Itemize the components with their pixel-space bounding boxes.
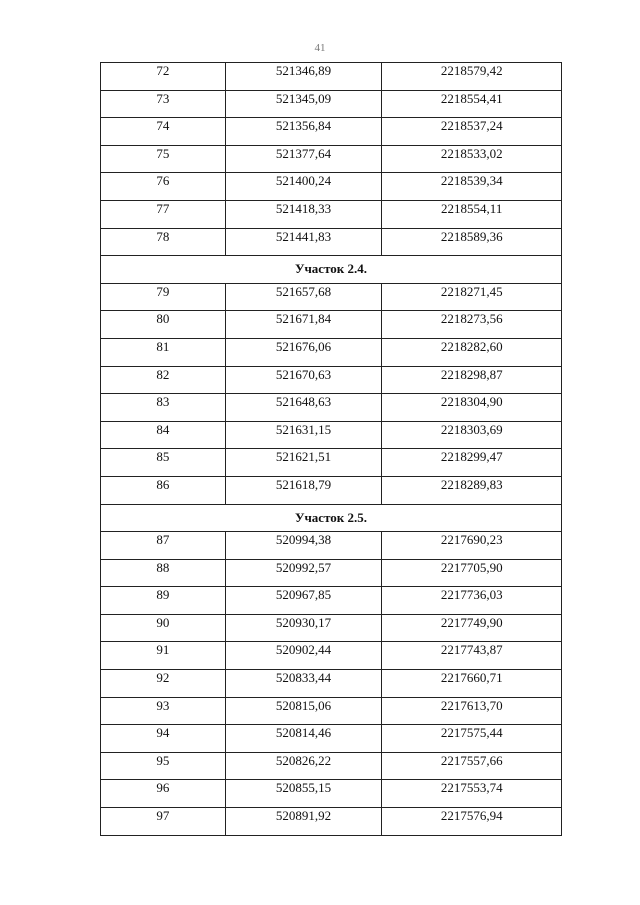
point-number-cell: 79 [101, 283, 226, 311]
table-row [101, 559, 562, 587]
point-number-cell: 86 [101, 476, 226, 504]
x-coordinate-cell: 521441,83 [225, 228, 382, 256]
table-row [101, 532, 562, 560]
x-coordinate-cell: 521657,68 [225, 283, 382, 311]
x-coordinate-cell: 521345,09 [225, 90, 382, 118]
y-coordinate-cell: 2218554,41 [382, 90, 562, 118]
y-coordinate-cell: 2217736,03 [382, 587, 562, 615]
point-number-cell: 87 [101, 532, 226, 560]
table-row [101, 725, 562, 753]
y-coordinate-cell: 2218273,56 [382, 311, 562, 339]
point-number-cell: 90 [101, 614, 226, 642]
point-number-cell: 83 [101, 394, 226, 422]
point-number-cell: 93 [101, 697, 226, 725]
x-coordinate-cell: 521671,84 [225, 311, 382, 339]
y-coordinate-cell: 2218299,47 [382, 449, 562, 477]
y-coordinate-cell: 2217557,66 [382, 752, 562, 780]
x-coordinate-cell: 520815,06 [225, 697, 382, 725]
y-coordinate-cell: 2218289,83 [382, 476, 562, 504]
x-coordinate-cell: 521400,24 [225, 173, 382, 201]
point-number-cell: 80 [101, 311, 226, 339]
point-number-cell: 88 [101, 559, 226, 587]
point-number-cell: 92 [101, 670, 226, 698]
x-coordinate-cell: 521621,51 [225, 449, 382, 477]
x-coordinate-cell: 520992,57 [225, 559, 382, 587]
x-coordinate-cell: 520855,15 [225, 780, 382, 808]
y-coordinate-cell: 2218282,60 [382, 338, 562, 366]
y-coordinate-cell: 2218579,42 [382, 63, 562, 91]
y-coordinate-cell: 2217575,44 [382, 725, 562, 753]
x-coordinate-cell: 520826,22 [225, 752, 382, 780]
table-row [101, 642, 562, 670]
point-number-cell: 96 [101, 780, 226, 808]
y-coordinate-cell: 2217613,70 [382, 697, 562, 725]
point-number-cell: 78 [101, 228, 226, 256]
table-row [101, 752, 562, 780]
y-coordinate-cell: 2217553,74 [382, 780, 562, 808]
x-coordinate-cell: 521648,63 [225, 394, 382, 422]
y-coordinate-cell: 2217705,90 [382, 559, 562, 587]
x-coordinate-cell: 521377,64 [225, 145, 382, 173]
y-coordinate-cell: 2218589,36 [382, 228, 562, 256]
table-row [101, 173, 562, 201]
table-row [101, 118, 562, 146]
table-row [101, 228, 562, 256]
y-coordinate-cell: 2218537,24 [382, 118, 562, 146]
y-coordinate-cell: 2217690,23 [382, 532, 562, 560]
point-number-cell: 85 [101, 449, 226, 477]
x-coordinate-cell: 520967,85 [225, 587, 382, 615]
table-row [101, 338, 562, 366]
y-coordinate-cell: 2217660,71 [382, 670, 562, 698]
point-number-cell: 76 [101, 173, 226, 201]
x-coordinate-cell: 520994,38 [225, 532, 382, 560]
table-row [101, 145, 562, 173]
table-row [101, 587, 562, 615]
table-row [101, 614, 562, 642]
y-coordinate-cell: 2218304,90 [382, 394, 562, 422]
table-row [101, 670, 562, 698]
x-coordinate-cell: 520902,44 [225, 642, 382, 670]
table-row [101, 283, 562, 311]
table-row [101, 90, 562, 118]
y-coordinate-cell: 2217743,87 [382, 642, 562, 670]
x-coordinate-cell: 521670,63 [225, 366, 382, 394]
table-row [101, 366, 562, 394]
point-number-cell: 94 [101, 725, 226, 753]
table-row [101, 808, 562, 836]
table-row [101, 697, 562, 725]
point-number-cell: 74 [101, 118, 226, 146]
point-number-cell: 89 [101, 587, 226, 615]
x-coordinate-cell: 521356,84 [225, 118, 382, 146]
y-coordinate-cell: 2218271,45 [382, 283, 562, 311]
coordinates-table [100, 62, 562, 836]
x-coordinate-cell: 520891,92 [225, 808, 382, 836]
point-number-cell: 81 [101, 338, 226, 366]
x-coordinate-cell: 521631,15 [225, 421, 382, 449]
point-number-cell: 82 [101, 366, 226, 394]
x-coordinate-cell: 520930,17 [225, 614, 382, 642]
y-coordinate-cell: 2218554,11 [382, 200, 562, 228]
x-coordinate-cell: 521618,79 [225, 476, 382, 504]
point-number-cell: 72 [101, 63, 226, 91]
x-coordinate-cell: 521418,33 [225, 200, 382, 228]
table-row [101, 311, 562, 339]
section-header-row [101, 504, 562, 532]
coordinates-table-body [101, 63, 562, 836]
point-number-cell: 77 [101, 200, 226, 228]
table-row [101, 394, 562, 422]
table-row [101, 421, 562, 449]
section-header-row [101, 256, 562, 284]
y-coordinate-cell: 2218533,02 [382, 145, 562, 173]
table-row [101, 449, 562, 477]
point-number-cell: 95 [101, 752, 226, 780]
table-row [101, 476, 562, 504]
point-number-cell: 73 [101, 90, 226, 118]
y-coordinate-cell: 2218539,34 [382, 173, 562, 201]
table-row [101, 780, 562, 808]
table-row [101, 200, 562, 228]
point-number-cell: 97 [101, 808, 226, 836]
x-coordinate-cell: 521676,06 [225, 338, 382, 366]
y-coordinate-cell: 2217576,94 [382, 808, 562, 836]
y-coordinate-cell: 2218298,87 [382, 366, 562, 394]
point-number-cell: 91 [101, 642, 226, 670]
point-number-cell: 75 [101, 145, 226, 173]
section-title: Участок 2.5. [101, 504, 562, 532]
x-coordinate-cell: 520814,46 [225, 725, 382, 753]
page-number: 41 [314, 42, 326, 54]
x-coordinate-cell: 520833,44 [225, 670, 382, 698]
x-coordinate-cell: 521346,89 [225, 63, 382, 91]
y-coordinate-cell: 2217749,90 [382, 614, 562, 642]
section-title: Участок 2.4. [101, 256, 562, 284]
y-coordinate-cell: 2218303,69 [382, 421, 562, 449]
point-number-cell: 84 [101, 421, 226, 449]
table-row [101, 63, 562, 91]
